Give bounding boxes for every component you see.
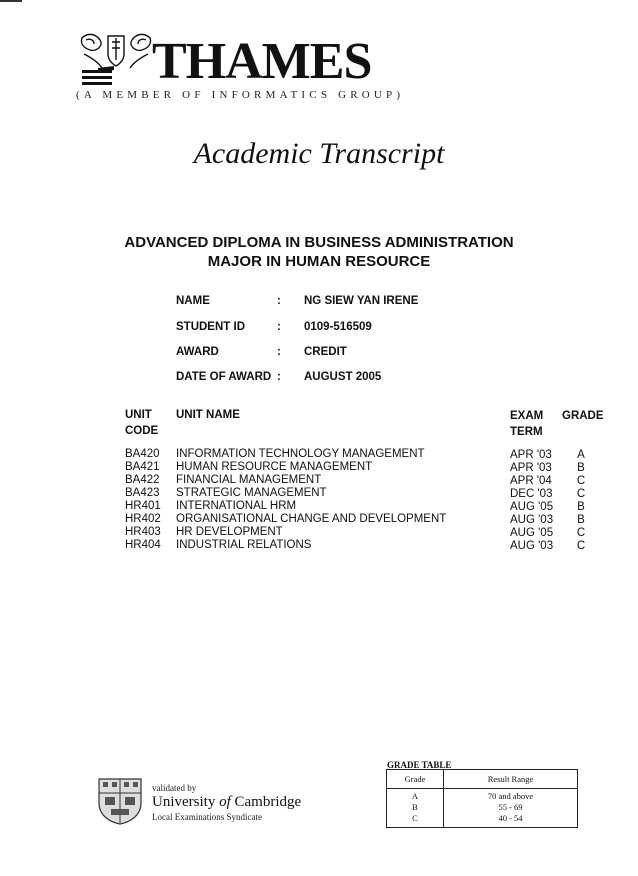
award-value: CREDIT bbox=[304, 346, 347, 358]
header-exam-term-line2: TERM bbox=[510, 426, 543, 438]
unit-code: HR402 bbox=[125, 513, 161, 525]
unit-code: BA423 bbox=[125, 487, 160, 499]
student-id-label: STUDENT ID bbox=[176, 321, 245, 333]
program-heading: ADVANCED DIPLOMA IN BUSINESS ADMINISTRATION bbox=[124, 234, 514, 251]
unit-code: BA421 bbox=[125, 461, 160, 473]
syndicate-name: Local Examinations Syndicate bbox=[152, 812, 262, 822]
student-id-value: 0109-516509 bbox=[304, 321, 372, 333]
grade: B bbox=[577, 501, 585, 513]
grade: C bbox=[576, 527, 586, 539]
unit-name: HUMAN RESOURCE MANAGEMENT bbox=[176, 461, 373, 473]
grade: B bbox=[577, 514, 585, 526]
award-label: AWARD bbox=[176, 346, 219, 358]
exam-term: DEC '03 bbox=[510, 488, 553, 500]
grade: C bbox=[576, 540, 586, 552]
exam-term: AUG '03 bbox=[510, 540, 554, 552]
corner-scan-mark bbox=[0, 0, 22, 2]
award-colon: : bbox=[277, 346, 281, 358]
header-unit-code-line2: CODE bbox=[125, 425, 159, 437]
name-value: NG SIEW YAN IRENE bbox=[304, 295, 419, 307]
header-unit-code-line1: UNIT bbox=[125, 409, 152, 421]
unit-code: BA420 bbox=[125, 448, 160, 460]
grade-table-grade: C bbox=[412, 813, 418, 823]
grade: A bbox=[577, 449, 585, 461]
unit-code: HR404 bbox=[125, 539, 161, 551]
exam-term: AUG '03 bbox=[510, 514, 554, 526]
exam-term: APR '04 bbox=[510, 475, 552, 487]
unit-name: INDUSTRIAL RELATIONS bbox=[176, 539, 312, 551]
header-exam-term-line1: EXAM bbox=[510, 410, 544, 422]
exam-term: AUG '05 bbox=[510, 527, 554, 539]
document-title: Academic Transcript bbox=[193, 137, 445, 170]
date-of-award-colon: : bbox=[277, 371, 281, 383]
date-of-award-label: DATE OF AWARD bbox=[176, 371, 272, 383]
brand-tagline: (A MEMBER OF INFORMATICS GROUP) bbox=[76, 89, 405, 101]
unit-name: STRATEGIC MANAGEMENT bbox=[176, 487, 327, 499]
grade-table-range: 70 and above bbox=[487, 791, 534, 801]
unit-code: BA422 bbox=[125, 474, 160, 486]
student-id-colon: : bbox=[277, 321, 281, 333]
grade: C bbox=[576, 488, 586, 500]
exam-term: AUG '05 bbox=[510, 501, 554, 513]
unit-code: HR403 bbox=[125, 526, 161, 538]
name-colon: : bbox=[277, 295, 281, 307]
grade-table bbox=[386, 769, 578, 828]
header-unit-name: UNIT NAME bbox=[176, 409, 240, 421]
unit-name: INFORMATION TECHNOLOGY MANAGEMENT bbox=[176, 448, 425, 460]
grade-table-grade: A bbox=[411, 791, 419, 801]
university-name bbox=[152, 794, 301, 811]
program-major: MAJOR IN HUMAN RESOURCE bbox=[207, 253, 431, 270]
grade-table-title: GRADE TABLE bbox=[387, 760, 452, 770]
name-label: NAME bbox=[176, 295, 210, 307]
validated-by-text: validated by bbox=[152, 783, 197, 793]
grade: C bbox=[576, 475, 586, 487]
unit-name: HR DEVELOPMENT bbox=[176, 526, 283, 538]
grade-table-header-range: Result Range bbox=[487, 774, 534, 784]
unit-name: ORGANISATIONAL CHANGE AND DEVELOPMENT bbox=[176, 513, 447, 525]
cambridge-shield-icon bbox=[97, 777, 143, 825]
unit-name: FINANCIAL MANAGEMENT bbox=[176, 474, 322, 486]
grade-table-range: 55 - 69 bbox=[498, 802, 523, 812]
date-of-award-value: AUGUST 2005 bbox=[304, 371, 382, 383]
grade-table-range: 40 - 54 bbox=[498, 813, 523, 823]
unit-name: INTERNATIONAL HRM bbox=[176, 500, 297, 512]
university-suffix: Cambridge bbox=[230, 794, 302, 810]
unit-code: HR401 bbox=[125, 500, 161, 512]
grade: B bbox=[577, 462, 585, 474]
exam-term: APR '03 bbox=[510, 449, 552, 461]
university-prefix: University bbox=[152, 794, 220, 810]
exam-term: APR '03 bbox=[510, 462, 552, 474]
university-of: of bbox=[219, 794, 231, 810]
brand-name: THAMES bbox=[152, 33, 372, 90]
thames-crest-icon bbox=[78, 32, 154, 88]
grade-table-header-grade: Grade bbox=[404, 774, 426, 784]
header-grade: GRADE bbox=[562, 410, 604, 422]
grade-table-grade: B bbox=[412, 802, 418, 812]
